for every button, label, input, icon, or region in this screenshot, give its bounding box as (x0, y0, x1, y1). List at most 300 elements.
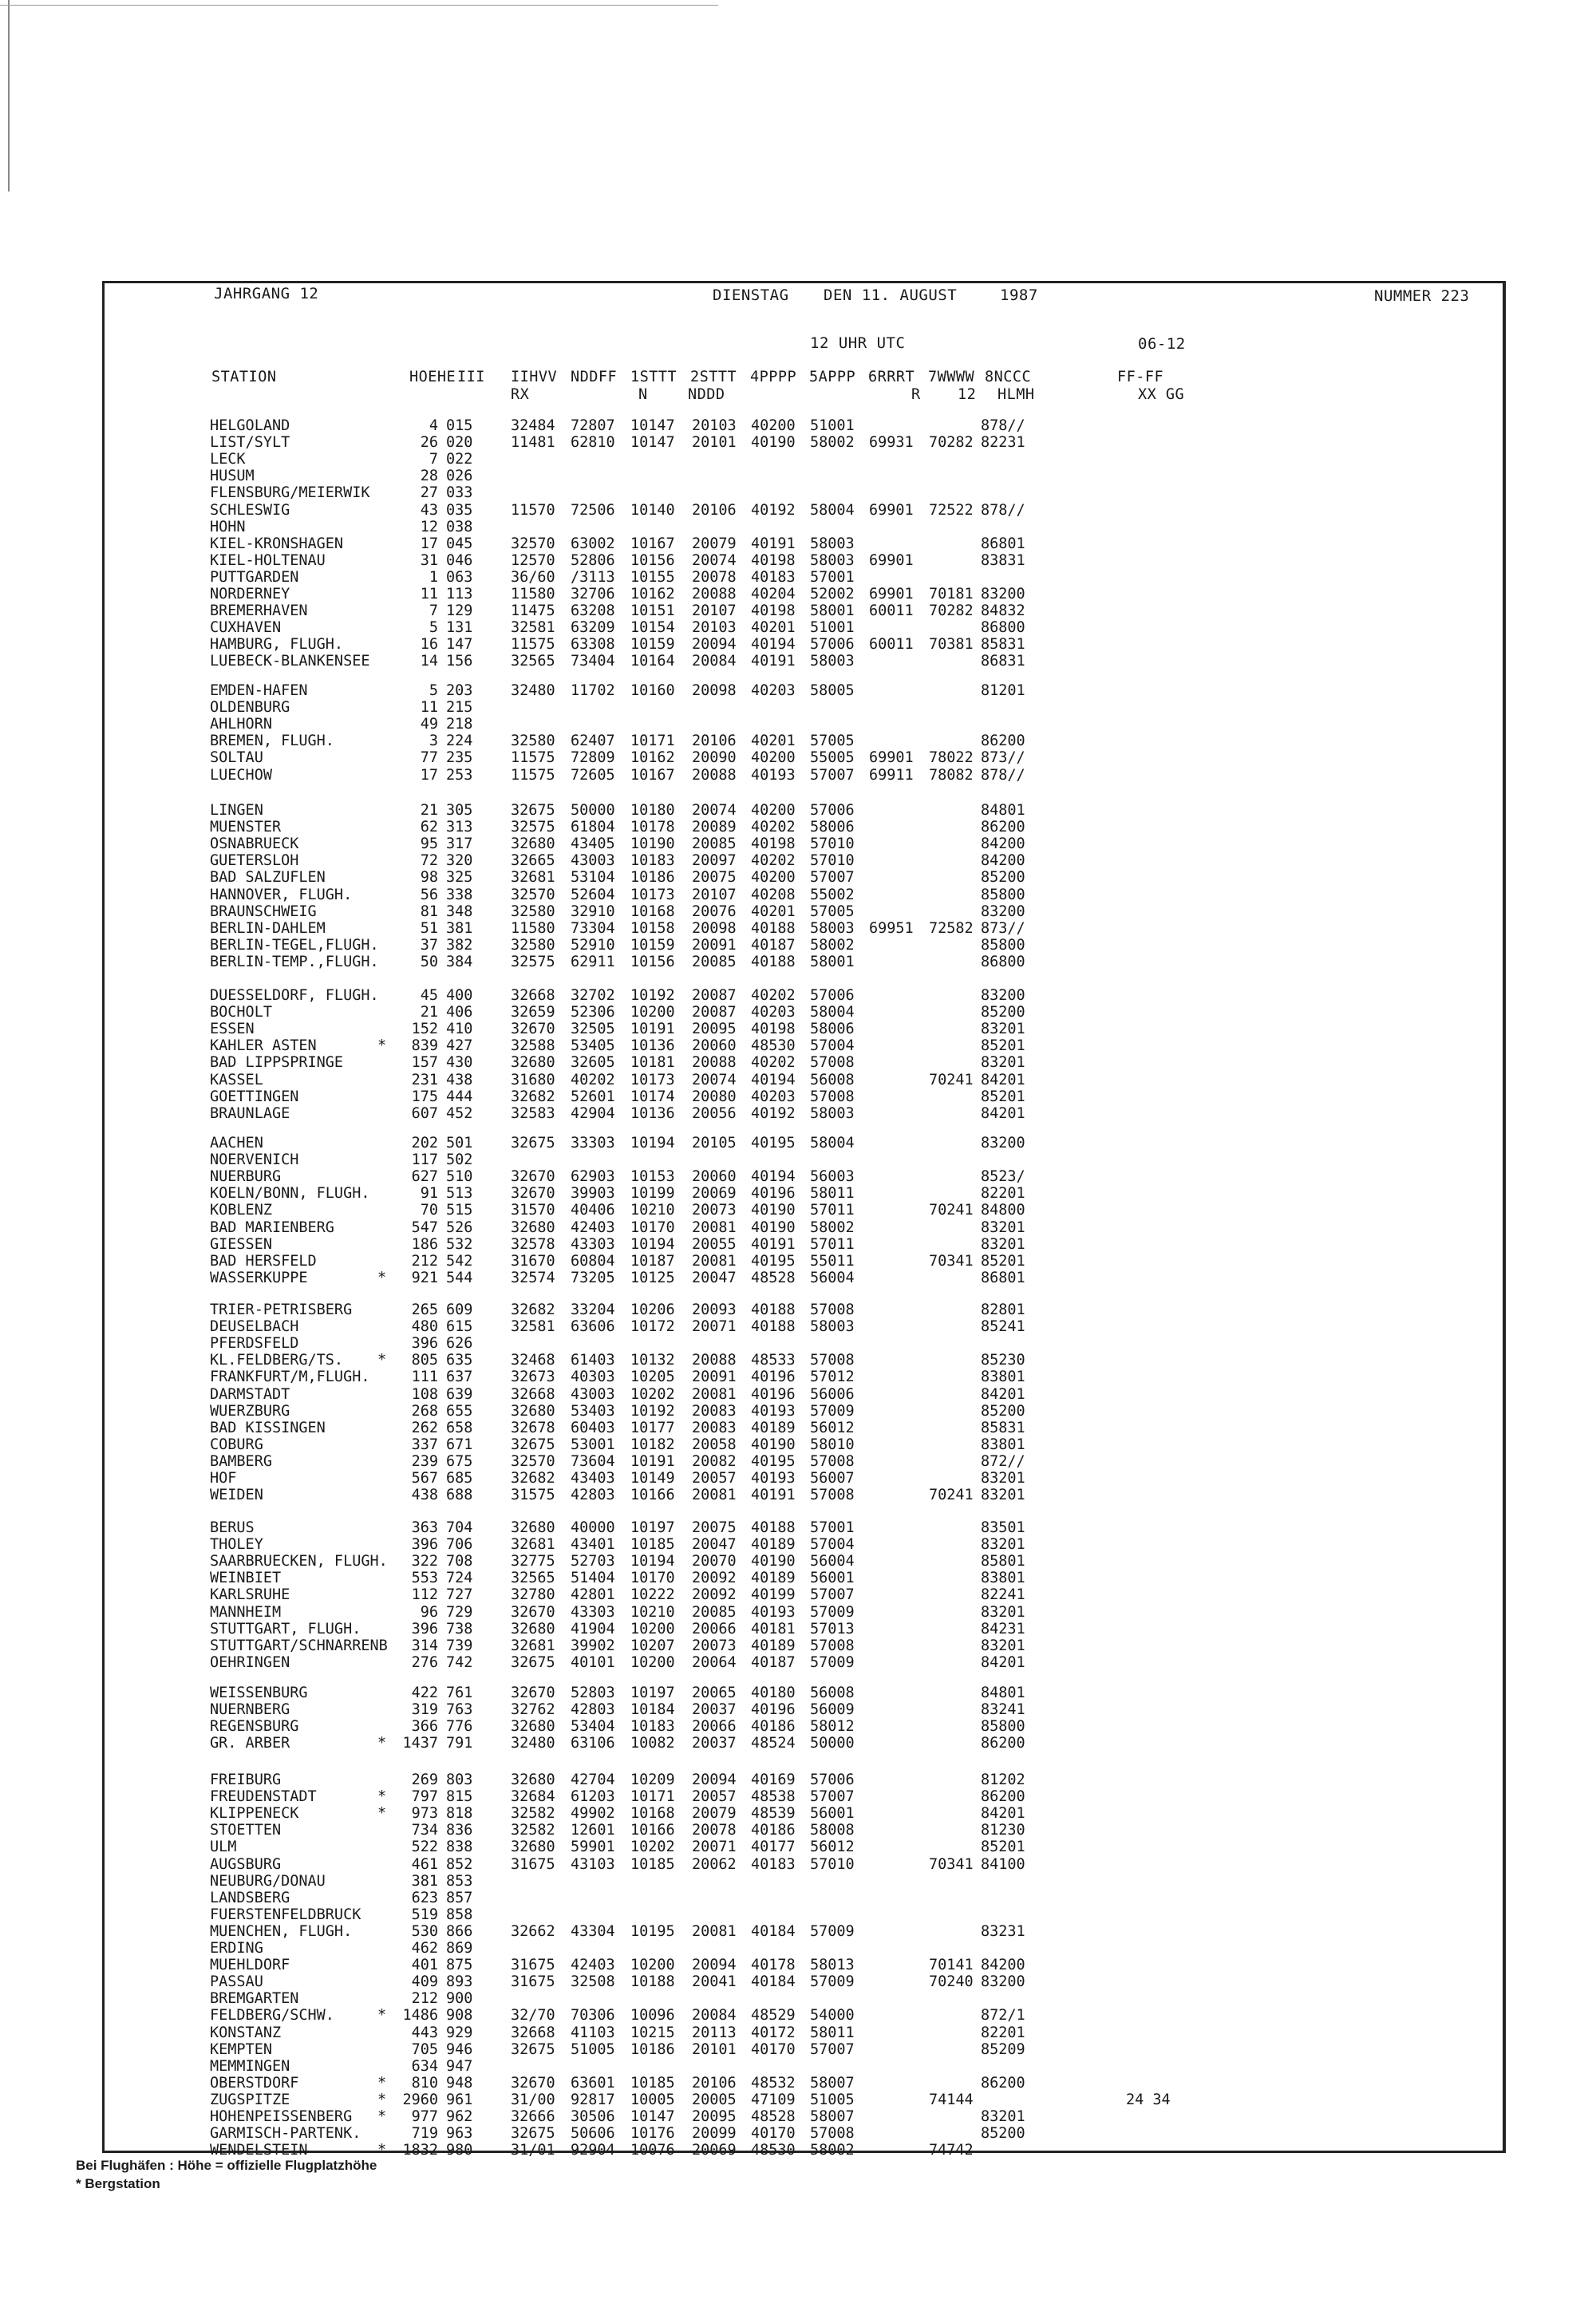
cell-1sttt: 10174 (630, 1088, 675, 1105)
cell-2sttt: 20098 (692, 682, 737, 699)
station-id: 131 (446, 619, 473, 637)
station-id: 724 (446, 1570, 473, 1587)
column-header-iii: III (457, 369, 485, 385)
cell-1sttt: 10195 (630, 1922, 675, 1940)
cell-nddff: 73404 (571, 653, 615, 670)
cell-4pppp: 40181 (751, 1620, 796, 1637)
station-id: 452 (446, 1104, 473, 1122)
station-name: DUESSELDORF, FLUGH. (210, 987, 379, 1004)
station-id: 893 (446, 1973, 473, 1991)
station-name: NEUBURG/DONAU (210, 1872, 326, 1890)
cell-5appp: 57007 (810, 869, 855, 887)
station-name: KOBLENZ (210, 1202, 272, 1219)
station-name: BERLIN-TEGEL,FLUGH. (210, 936, 379, 954)
station-name: LIST/SYLT (210, 434, 290, 452)
station-name: KARLSRUHE (210, 1586, 290, 1604)
cell-8nccc: 85800 (981, 1718, 1025, 1736)
cell-2sttt: 20095 (692, 2108, 737, 2125)
cell-2sttt: 20092 (692, 1586, 737, 1604)
cell-4pppp: 40190 (751, 1553, 796, 1570)
column-subheader-xx-gg: XX GG (1138, 386, 1185, 403)
cell-iihvv: 32665 (511, 852, 555, 870)
station-name: KAHLER ASTEN (210, 1037, 317, 1055)
cell-1sttt: 10153 (630, 1168, 675, 1186)
cell-iihvv: 31/00 (511, 2091, 555, 2108)
cell-1sttt: 10173 (630, 1071, 675, 1088)
station-name: KOELN/BONN, FLUGH. (210, 1185, 370, 1203)
column-subheader-12: 12 (958, 386, 977, 403)
cell-1sttt: 10186 (630, 869, 675, 887)
mountain-marker: * (377, 1269, 387, 1286)
cell-2sttt: 20087 (692, 1004, 737, 1021)
station-id: 515 (446, 1202, 473, 1219)
cell-2sttt: 20093 (692, 1302, 737, 1318)
station-height: 72 (420, 852, 438, 870)
cell-4pppp: 40191 (751, 653, 796, 670)
cell-8nccc: 84201 (981, 1071, 1025, 1088)
cell-4pppp: 40170 (751, 2125, 796, 2143)
column-subheader-nddd: NDDD (688, 386, 725, 403)
cell-4pppp: 40198 (751, 551, 796, 569)
station-name: BAD MARIENBERG (210, 1219, 334, 1236)
cell-8nccc: 878// (981, 501, 1025, 519)
station-height: 810 (411, 2074, 438, 2092)
cell-1sttt: 10082 (630, 1735, 675, 1752)
cell-iihvv: 32682 (511, 1302, 555, 1318)
station-id: 929 (446, 2024, 473, 2041)
station-height: 7 (429, 451, 438, 468)
station-height: 1832 (402, 2142, 438, 2159)
cell-iihvv: 32680 (511, 1402, 555, 1420)
station-height: 422 (411, 1685, 438, 1701)
cell-8nccc: 83201 (981, 1536, 1025, 1554)
station-id: 836 (446, 1822, 473, 1839)
station-height: 623 (411, 1889, 438, 1906)
cell-5appp: 58003 (810, 1318, 855, 1336)
cell-7wwww: 70241 (929, 1071, 974, 1088)
cell-8nccc: 84201 (981, 1653, 1025, 1671)
cell-4pppp: 40202 (751, 1054, 796, 1072)
station-id: 156 (446, 653, 473, 670)
cell-8nccc: 85200 (981, 1004, 1025, 1021)
cell-5appp: 58002 (810, 936, 855, 954)
cell-5appp: 58005 (810, 682, 855, 699)
cell-1sttt: 10005 (630, 2091, 675, 2108)
cell-iihvv: 32670 (511, 1185, 555, 1203)
cell-8nccc: 84201 (981, 1385, 1025, 1403)
cell-nddff: 43401 (571, 1536, 615, 1554)
station-id: 946 (446, 2040, 473, 2058)
station-height: 322 (411, 1553, 438, 1570)
cell-7wwww: 74742 (929, 2142, 974, 2159)
mountain-marker: * (377, 1352, 387, 1369)
station-name: STUTTGART, FLUGH. (210, 1620, 361, 1637)
cell-7wwww: 70341 (929, 1855, 974, 1873)
station-height: 530 (411, 1922, 438, 1940)
station-name: SAARBRUECKEN, FLUGH. (210, 1553, 388, 1570)
cell-iihvv: 31/01 (511, 2142, 555, 2159)
cell-8nccc: 83231 (981, 1922, 1025, 1940)
station-id: 147 (446, 636, 473, 654)
cell-5appp: 57008 (810, 1054, 855, 1072)
cell-8nccc: 83200 (981, 1973, 1025, 1991)
cell-1sttt: 10156 (630, 953, 675, 970)
cell-nddff: 52601 (571, 1088, 615, 1105)
cell-4pppp: 40202 (751, 819, 796, 836)
cell-nddff: 52806 (571, 551, 615, 569)
cell-nddff: 40303 (571, 1369, 615, 1386)
column-subheader-rx: RX (511, 386, 530, 403)
cell-nddff: 40101 (571, 1653, 615, 1671)
cell-1sttt: 10159 (630, 936, 675, 954)
station-height: 797 (411, 1788, 438, 1806)
cell-4pppp: 40203 (751, 1004, 796, 1021)
cell-5appp: 51005 (810, 2091, 855, 2108)
cell-1sttt: 10076 (630, 2142, 675, 2159)
cell-iihvv: 32680 (511, 1718, 555, 1736)
cell-5appp: 56008 (810, 1685, 855, 1701)
cell-1sttt: 10149 (630, 1470, 675, 1487)
station-height: 91 (420, 1185, 438, 1203)
cell-5appp: 56009 (810, 1701, 855, 1719)
station-name: REGENSBURG (210, 1718, 299, 1736)
cell-iihvv: 32680 (511, 1219, 555, 1236)
station-id: 688 (446, 1487, 473, 1504)
station-id: 381 (446, 919, 473, 937)
cell-nddff: 92904 (571, 2142, 615, 2159)
station-name: DEUSELBACH (210, 1318, 299, 1336)
cell-iihvv: 11475 (511, 602, 555, 620)
cell-4pppp: 40189 (751, 1536, 796, 1554)
station-name: KIEL-HOLTENAU (210, 551, 326, 569)
station-height: 1486 (402, 2007, 438, 2025)
cell-5appp: 58001 (810, 953, 855, 970)
station-name: HOF (210, 1470, 237, 1487)
cell-nddff: 51005 (571, 2040, 615, 2058)
cell-8nccc: 83241 (981, 1701, 1025, 1719)
station-height: 409 (411, 1973, 438, 1991)
station-height: 265 (411, 1302, 438, 1318)
cell-5appp: 58010 (810, 1436, 855, 1453)
cell-4pppp: 40190 (751, 1202, 796, 1219)
cell-iihvv: 32780 (511, 1586, 555, 1604)
cell-2sttt: 20071 (692, 1839, 737, 1856)
cell-5appp: 58001 (810, 602, 855, 620)
station-name: OLDENBURG (210, 699, 290, 717)
cell-8nccc: 82231 (981, 434, 1025, 452)
cell-2sttt: 20060 (692, 1037, 737, 1055)
cell-5appp: 57010 (810, 1855, 855, 1873)
cell-iihvv: 32670 (511, 1168, 555, 1186)
cell-nddff: 60804 (571, 1252, 615, 1270)
station-name: FELDBERG/SCHW. (210, 2007, 334, 2025)
cell-1sttt: 10162 (630, 749, 675, 767)
cell-2sttt: 20078 (692, 1822, 737, 1839)
cell-nddff: 60403 (571, 1419, 615, 1436)
cell-2sttt: 20107 (692, 602, 737, 620)
cell-nddff: 62407 (571, 733, 615, 750)
cell-8nccc: 83200 (981, 987, 1025, 1004)
station-height: 977 (411, 2108, 438, 2125)
station-id: 791 (446, 1735, 473, 1752)
cell-nddff: 51404 (571, 1570, 615, 1587)
station-height: 5 (429, 682, 438, 699)
station-id: 526 (446, 1219, 473, 1236)
station-name: OBERSTDORF (210, 2074, 299, 2092)
cell-5appp: 57005 (810, 733, 855, 750)
cell-1sttt: 10183 (630, 852, 675, 870)
cell-2sttt: 20079 (692, 535, 737, 552)
cell-5appp: 58004 (810, 1135, 855, 1152)
station-id: 502 (446, 1152, 473, 1169)
station-height: 443 (411, 2024, 438, 2041)
cell-4pppp: 40188 (751, 1519, 796, 1536)
cell-8nccc: 85230 (981, 1352, 1025, 1369)
station-name: ESSEN (210, 1021, 255, 1038)
cell-iihvv: 32675 (511, 2040, 555, 2058)
cell-iihvv: 32662 (511, 1922, 555, 1940)
cell-iihvv: 11575 (511, 636, 555, 654)
cell-8nccc: 86801 (981, 535, 1025, 552)
cell-2sttt: 20094 (692, 1957, 737, 1974)
cell-5appp: 58003 (810, 551, 855, 569)
station-name: HAMBURG, FLUGH. (210, 636, 344, 654)
cell-nddff: 43303 (571, 1603, 615, 1621)
cell-1sttt: 10197 (630, 1519, 675, 1536)
cell-nddff: 42403 (571, 1957, 615, 1974)
station-name: BREMERHAVEN (210, 602, 308, 620)
cell-iihvv: 11481 (511, 434, 555, 452)
cell-4pppp: 40200 (751, 417, 796, 434)
station-height: 805 (411, 1352, 438, 1369)
station-id: 313 (446, 819, 473, 836)
cell-8nccc: 86800 (981, 619, 1025, 637)
station-name: WENDELSTEIN (210, 2142, 308, 2159)
station-name: FREUDENSTADT (210, 1788, 317, 1806)
mountain-marker: * (377, 2007, 387, 2025)
cell-1sttt: 10194 (630, 1553, 675, 1570)
station-name: KL.FELDBERG/TS. (210, 1352, 344, 1369)
cell-iihvv: 32588 (511, 1037, 555, 1055)
station-name: PFERDSFELD (210, 1335, 299, 1353)
station-height: 17 (420, 766, 438, 784)
cell-5appp: 57010 (810, 835, 855, 853)
cell-iihvv: 32582 (511, 1805, 555, 1823)
cell-5appp: 57009 (810, 1653, 855, 1671)
cell-2sttt: 20095 (692, 1021, 737, 1038)
station-height: 5 (429, 619, 438, 637)
footnote-mountain-station: * Bergstation (76, 2176, 160, 2191)
station-id: 305 (446, 802, 473, 819)
cell-1sttt: 10170 (630, 1219, 675, 1236)
station-name: AHLHORN (210, 716, 272, 733)
cell-4pppp: 40192 (751, 1104, 796, 1122)
cell-4pppp: 48529 (751, 2007, 796, 2025)
cell-5appp: 58012 (810, 1718, 855, 1736)
cell-nddff: 43405 (571, 835, 615, 853)
cell-4pppp: 48530 (751, 1037, 796, 1055)
cell-4pppp: 40183 (751, 568, 796, 586)
cell-nddff: 40202 (571, 1071, 615, 1088)
station-height: 438 (411, 1487, 438, 1504)
cell-iihvv: 32668 (511, 2024, 555, 2041)
cell-5appp: 55005 (810, 749, 855, 767)
cell-2sttt: 20085 (692, 1603, 737, 1621)
cell-4pppp: 40189 (751, 1570, 796, 1587)
cell-4pppp: 40194 (751, 1071, 796, 1088)
station-name: KEMPTEN (210, 2040, 272, 2058)
cell-5appp: 51001 (810, 619, 855, 637)
cell-iihvv: 32675 (511, 1653, 555, 1671)
cell-2sttt: 20107 (692, 886, 737, 903)
cell-iihvv: 32670 (511, 2074, 555, 2092)
station-height: 43 (420, 501, 438, 519)
cell-2sttt: 20103 (692, 619, 737, 637)
station-name: SOLTAU (210, 749, 263, 767)
station-name: GARMISCH-PARTENK. (210, 2125, 361, 2143)
station-name: THOLEY (210, 1536, 263, 1554)
cell-5appp: 56004 (810, 1553, 855, 1570)
cell-iihvv: 31680 (511, 1071, 555, 1088)
cell-nddff: 32505 (571, 1021, 615, 1038)
station-id: 063 (446, 568, 473, 586)
station-id: 510 (446, 1168, 473, 1186)
cell-5appp: 58013 (810, 1957, 855, 1974)
column-header-hoehe: HOEHE (409, 369, 456, 385)
cell-nddff: 42704 (571, 1772, 615, 1788)
column-header-station: STATION (211, 369, 277, 385)
cell-iihvv: 32675 (511, 802, 555, 819)
cell-2sttt: 20069 (692, 1185, 737, 1203)
cell-4pppp: 48533 (751, 1352, 796, 1369)
cell-5appp: 56008 (810, 1071, 855, 1088)
cell-iihvv: 32574 (511, 1269, 555, 1286)
cell-iihvv: 32680 (511, 1839, 555, 1856)
cell-8nccc: 83801 (981, 1570, 1025, 1587)
cell-2sttt: 20075 (692, 869, 737, 887)
cell-8nccc: 82201 (981, 1185, 1025, 1203)
station-id: 325 (446, 869, 473, 887)
cell-5appp: 57007 (810, 766, 855, 784)
station-height: 705 (411, 2040, 438, 2058)
station-name: BAD SALZUFLEN (210, 869, 326, 887)
cell-1sttt: 10209 (630, 1772, 675, 1788)
cell-iihvv: 11570 (511, 501, 555, 519)
station-height: 480 (411, 1318, 438, 1336)
cell-iihvv: 32484 (511, 417, 555, 434)
station-name: ZUGSPITZE (210, 2091, 290, 2108)
station-name: WUERZBURG (210, 1402, 290, 1420)
station-name: PASSAU (210, 1973, 263, 1991)
station-name: BAD HERSFELD (210, 1252, 317, 1270)
station-height: 396 (411, 1335, 438, 1353)
cell-nddff: 32910 (571, 903, 615, 920)
cell-1sttt: 10200 (630, 1653, 675, 1671)
station-name: EMDEN-HAFEN (210, 682, 308, 699)
station-id: 727 (446, 1586, 473, 1604)
cell-5appp: 57001 (810, 568, 855, 586)
cell-5appp: 57007 (810, 1788, 855, 1806)
station-height: 27 (420, 484, 438, 502)
station-height: 26 (420, 434, 438, 452)
station-height: 11 (420, 586, 438, 602)
cell-iihvv: 32580 (511, 936, 555, 954)
cell-iihvv: 11575 (511, 766, 555, 784)
cell-nddff: 43403 (571, 1470, 615, 1487)
cell-iihvv: 32680 (511, 1620, 555, 1637)
station-id: 400 (446, 987, 473, 1004)
station-id: 875 (446, 1957, 473, 1974)
cell-5appp: 56012 (810, 1419, 855, 1436)
station-id: 866 (446, 1922, 473, 1940)
cell-2sttt: 20113 (692, 2024, 737, 2041)
cell-2sttt: 20081 (692, 1922, 737, 1940)
cell-2sttt: 20069 (692, 2142, 737, 2159)
station-name: KONSTANZ (210, 2024, 282, 2041)
cell-5appp: 58004 (810, 1004, 855, 1021)
station-id: 908 (446, 2007, 473, 2025)
cell-nddff: 33204 (571, 1302, 615, 1318)
cell-8nccc: 84200 (981, 835, 1025, 853)
cell-2sttt: 20088 (692, 586, 737, 602)
cell-5appp: 58003 (810, 919, 855, 937)
station-id: 857 (446, 1889, 473, 1906)
cell-5appp: 58006 (810, 1021, 855, 1038)
mountain-marker: * (377, 1788, 387, 1806)
cell-5appp: 57008 (810, 1487, 855, 1504)
station-height: 14 (420, 653, 438, 670)
station-id: 045 (446, 535, 473, 552)
station-height: 366 (411, 1718, 438, 1736)
cell-iihvv: 32570 (511, 535, 555, 552)
cell-iihvv: 31675 (511, 1973, 555, 1991)
cell-nddff: 63002 (571, 535, 615, 552)
cell-5appp: 51001 (810, 417, 855, 434)
cell-nddff: 62911 (571, 953, 615, 970)
cell-1sttt: 10200 (630, 1957, 675, 1974)
cell-1sttt: 10172 (630, 1318, 675, 1336)
cell-8nccc: 85241 (981, 1318, 1025, 1336)
cell-iihvv: 32480 (511, 682, 555, 699)
cell-5appp: 57004 (810, 1037, 855, 1055)
station-height: 49 (420, 716, 438, 733)
station-name: BREMGARTEN (210, 1990, 299, 2008)
cell-5appp: 57007 (810, 2040, 855, 2058)
cell-4pppp: 48530 (751, 2142, 796, 2159)
cell-4pppp: 40196 (751, 1185, 796, 1203)
cell-8nccc: 84200 (981, 852, 1025, 870)
cell-8nccc: 85200 (981, 2125, 1025, 2143)
cell-5appp: 57011 (810, 1202, 855, 1219)
cell-nddff: 59901 (571, 1839, 615, 1856)
cell-2sttt: 20098 (692, 919, 737, 937)
cell-nddff: 43304 (571, 1922, 615, 1940)
cell-5appp: 57004 (810, 1536, 855, 1554)
cell-nddff: 32706 (571, 586, 615, 602)
cell-1sttt: 10147 (630, 417, 675, 434)
cell-1sttt: 10181 (630, 1054, 675, 1072)
cell-5appp: 57008 (810, 1088, 855, 1105)
cell-2sttt: 20082 (692, 1452, 737, 1470)
cell-8nccc: 878// (981, 766, 1025, 784)
cell-4pppp: 40188 (751, 953, 796, 970)
station-height: 337 (411, 1436, 438, 1453)
station-id: 615 (446, 1318, 473, 1336)
cell-2sttt: 20041 (692, 1973, 737, 1991)
cell-4pppp: 40193 (751, 1603, 796, 1621)
cell-nddff: 42904 (571, 1104, 615, 1122)
station-name: HOHN (210, 518, 246, 535)
